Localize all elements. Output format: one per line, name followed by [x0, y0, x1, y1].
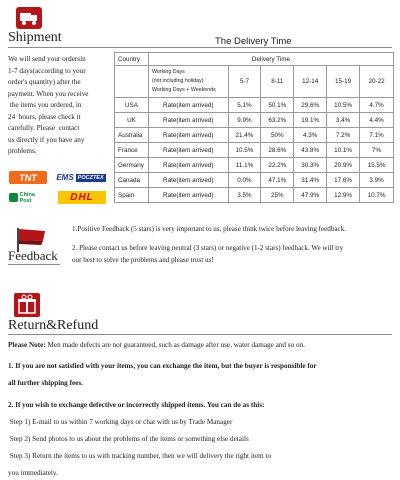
refund-step-3-cont: you immediately. — [8, 469, 58, 477]
working-days-cell — [148, 66, 228, 98]
rate-label-cell: Rate(item arrived) — [148, 143, 228, 158]
working-days-line: Working Days — [151, 69, 185, 75]
gift-icon — [14, 293, 40, 317]
description-line: us directly if you have any — [8, 135, 85, 144]
rate-value-cell: 43.8% — [294, 143, 327, 158]
country-cell: Australia — [115, 128, 149, 143]
dhl-logo: DHL — [58, 191, 106, 204]
rate-label-cell: Rate(item arrived) — [148, 158, 228, 173]
rate-value-cell: 15.5% — [360, 158, 394, 173]
note-text: Men made defects are not guaranteed, such as damage after use, water damage and so on. — [45, 341, 305, 349]
feedback-point-2: 2. Please contact us before leaving neutral (3 stars) or negative (1-2 stars) feedback. We will try — [72, 243, 344, 252]
rate-value-cell: 7.2% — [327, 128, 360, 143]
rate-value-cell: 3.5% — [228, 188, 261, 203]
rate-value-cell: 20.9% — [327, 158, 360, 173]
description-line: problems. — [8, 147, 37, 155]
rate-value-cell: 29.6% — [294, 98, 327, 113]
rate-label-cell: Rate(item arrived) — [148, 128, 228, 143]
refund-step-2: Step 2) Send photos to us about the problems of the items or something else details — [8, 435, 249, 443]
rate-label-cell: Rate(item arrived) — [148, 98, 228, 113]
rate-value-cell: 10.5% — [228, 143, 261, 158]
rate-value-cell: 17.6% — [327, 173, 360, 188]
description-line: We will send your ordersin — [8, 55, 86, 63]
rate-value-cell: 7% — [360, 143, 394, 158]
rate-value-cell: 11.1% — [228, 158, 261, 173]
shipment-title: Shipment — [8, 30, 62, 45]
feedback-title: Feedback — [8, 248, 58, 263]
working-days-line: (not including holiday) — [151, 78, 204, 84]
table-row — [115, 158, 394, 173]
rate-value-cell: 9.9% — [228, 113, 261, 128]
refund-title: Return&Refund — [8, 318, 99, 333]
rate-value-cell: 4.4% — [360, 113, 394, 128]
country-cell: France — [115, 143, 149, 158]
country-cell: Spain — [115, 188, 149, 203]
day-range-header: 20-22 — [360, 66, 394, 98]
table-row — [115, 143, 394, 158]
rate-value-cell: 7.1% — [360, 128, 394, 143]
shipment-description — [8, 54, 116, 158]
rate-value-cell: 0.0% — [228, 173, 261, 188]
truck-icon — [16, 7, 42, 29]
delivery-header: Delivery Time — [148, 53, 393, 66]
table-row — [115, 98, 394, 113]
delivery-time-table — [114, 52, 394, 203]
rate-value-cell: 10.7% — [360, 188, 394, 203]
description-line: carefully. Please contact — [8, 124, 80, 132]
rate-value-cell: 12.9% — [327, 188, 360, 203]
rate-value-cell: 50% — [261, 128, 294, 143]
refund-point-1-cont: all further shipping fees. — [8, 379, 83, 387]
ems-pocztex-logo: EMS POCZTEX — [56, 173, 104, 182]
feedback-point-2-cont: our best to solve the problems and please trust us! — [72, 256, 214, 264]
header-blank — [115, 66, 149, 98]
description-line: order's quantity) after the — [8, 78, 81, 86]
rate-value-cell: 47.1% — [261, 173, 294, 188]
day-range-header: 15-19 — [327, 66, 360, 98]
country-header: Country — [115, 53, 149, 66]
refund-step-3: Step 3) Return the items to us with tracking number, then we will delivery the right item to — [8, 452, 272, 460]
day-range-header: 12-14 — [294, 66, 327, 98]
rate-value-cell: 47.9% — [294, 188, 327, 203]
rate-label-cell: Rate(item arrived) — [148, 173, 228, 188]
rate-value-cell: 10.1% — [327, 143, 360, 158]
refund-point-1: 1. If you are not satisfied with your items, you can exchange the item, but the buyer is responsible for — [8, 362, 317, 370]
country-cell: USA — [115, 98, 149, 113]
delivery-time-title: The Delivery Time — [215, 36, 292, 47]
table-row — [115, 188, 394, 203]
day-range-header: 5-7 — [228, 66, 261, 98]
china-post-logo: China Post — [9, 191, 47, 204]
note-label: Please Note: — [8, 341, 46, 349]
rate-value-cell: 25% — [261, 188, 294, 203]
rate-value-cell: 3.4% — [327, 113, 360, 128]
refund-note — [8, 339, 398, 351]
refund-point-2: 2. If you wish to exchange defective or incorrectly shipped items. You can do as this: — [8, 401, 265, 409]
description-line: 24 hours, please check it — [8, 112, 81, 121]
rate-value-cell: 22.2% — [261, 158, 294, 173]
table-row — [115, 173, 394, 188]
rate-value-cell: 10.5% — [327, 98, 360, 113]
feedback-point-1: 1.Positive Feedback (5 stars) is very important to us, please think twice before leaving feedback. — [72, 225, 347, 233]
table-row — [115, 113, 394, 128]
description-line: payment. When you receive — [8, 89, 89, 98]
table-row — [115, 128, 394, 143]
rate-value-cell: 28.6% — [261, 143, 294, 158]
description-line: the items you ordered, in — [8, 101, 82, 109]
rate-value-cell: 5.1% — [228, 98, 261, 113]
rate-label-cell: Rate(item arrived) — [148, 113, 228, 128]
day-range-header: 8-11 — [261, 66, 294, 98]
feedback-text — [72, 223, 398, 267]
refund-divider — [8, 334, 392, 335]
refund-text — [8, 339, 398, 479]
country-cell: Canada — [115, 173, 149, 188]
country-cell: Germany — [115, 158, 149, 173]
refund-step-1: Step 1) E-mail to us within 7 working days or chat with us by Trade Manager — [8, 418, 233, 426]
description-line: 1-7 days(according to your — [8, 66, 86, 75]
rate-label-cell: Rate(item arrived) — [148, 188, 228, 203]
shipment-divider — [8, 47, 392, 48]
rate-value-cell: 63.2% — [261, 113, 294, 128]
rate-value-cell: 50.1% — [261, 98, 294, 113]
feedback-divider — [8, 264, 60, 265]
rate-value-cell: 4.7% — [360, 98, 394, 113]
working-days-line: Working Days + Weekends — [151, 87, 216, 93]
tnt-logo: TNT — [9, 171, 47, 184]
country-cell: UK — [115, 113, 149, 128]
rate-value-cell: 31.4% — [294, 173, 327, 188]
rate-value-cell: 21.4% — [228, 128, 261, 143]
rate-value-cell: 30.3% — [294, 158, 327, 173]
rate-value-cell: 4.3% — [294, 128, 327, 143]
rate-value-cell: 19.1% — [294, 113, 327, 128]
rate-value-cell: 3.9% — [360, 173, 394, 188]
